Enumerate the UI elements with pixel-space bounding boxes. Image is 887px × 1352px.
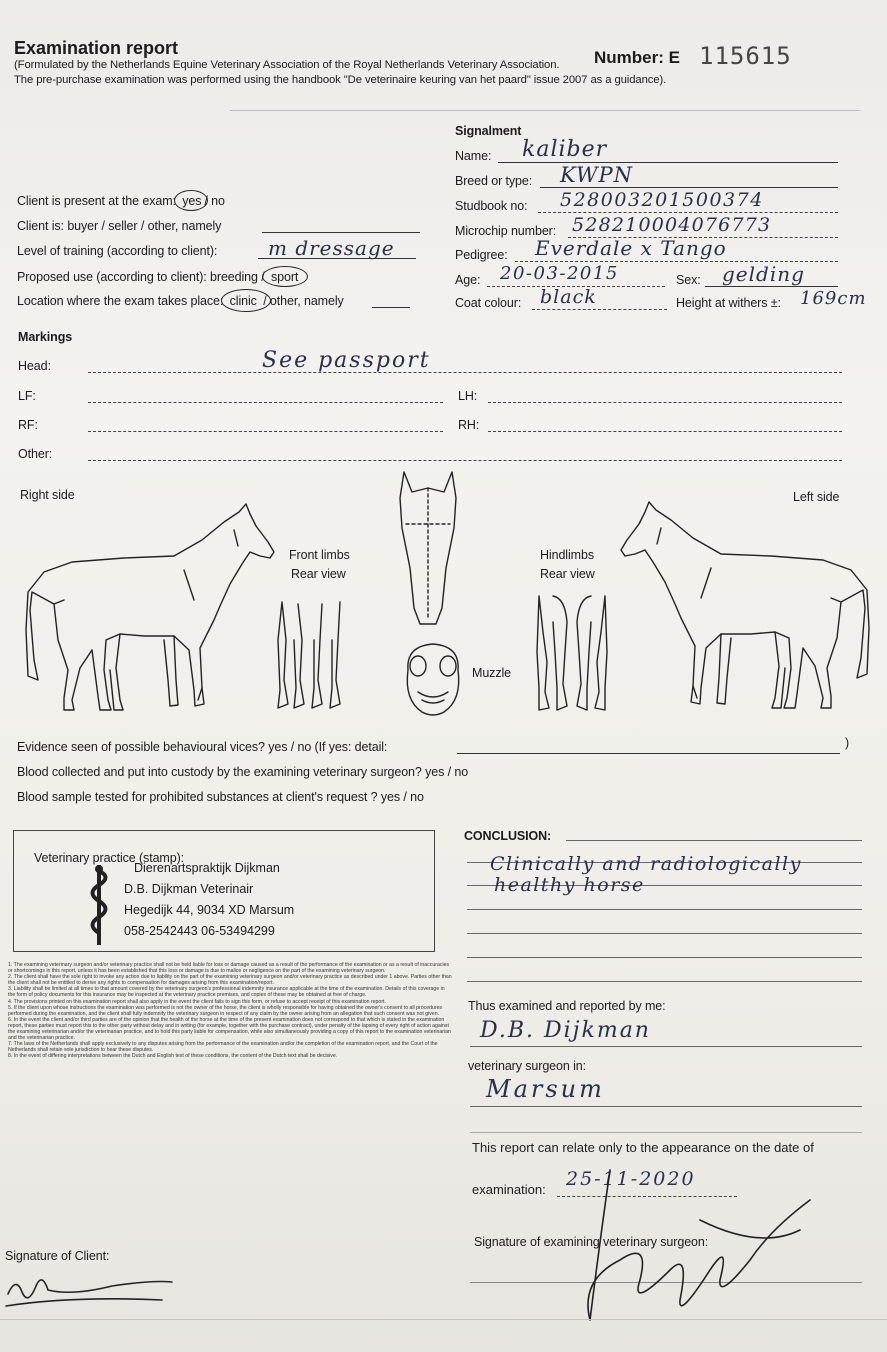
- report-subtitle-1: (Formulated by the Netherlands Equine Veterinary Association of the Royal Netherlands Veterinary Association.: [14, 59, 560, 71]
- stamp-practice-name: Dierenartspraktijk Dijkman: [134, 861, 280, 875]
- client-role-options[interactable]: buyer / seller / other, namely: [67, 219, 222, 233]
- vet-signature-drawing: [560, 1160, 820, 1330]
- lh-line: [488, 402, 842, 403]
- muzzle-label: Muzzle: [472, 666, 511, 680]
- conclusion-line-4: [467, 933, 862, 934]
- location-row: [17, 294, 344, 308]
- other-line: [88, 460, 842, 461]
- vices-detail-line: [457, 753, 840, 754]
- head-value[interactable]: See passport: [262, 348, 431, 373]
- rear-view-label-1: Rear view: [291, 567, 346, 581]
- terms-clause: 1. The examining veterinary surgeon and/or veterinary practice shall not be held liable for loss or damage caused as a result of the performance of the examination or as a result of inaccuracies or shortcomings in this report, unless it has been established that this loss or damage is due to malice or negligence on the part of the examining veterinary surgeon.: [8, 962, 450, 975]
- stamp-box: [13, 830, 435, 952]
- header-rule: [230, 110, 860, 111]
- rear-view-label-2: Rear view: [540, 567, 595, 581]
- location-clinic-text: clinic: [229, 294, 257, 308]
- studbook-line: [538, 212, 838, 213]
- location-rest: / other, namely: [263, 294, 344, 308]
- terms-clause: 7. The laws of the Netherlands shall apply exclusively to any disputes arising from the performance of the examination and/or the completion of the examination report, and the Court of the Netherlands shall retain sole jurisdiction to hear these disputes.: [8, 1041, 438, 1054]
- location-clinic[interactable]: [227, 294, 260, 308]
- surgeon-in-line: [470, 1106, 862, 1107]
- surgeon-in-value[interactable]: Marsum: [486, 1075, 605, 1103]
- vices-question: Evidence seen of possible behavioural vices? yes / no (If yes: detail:: [17, 740, 388, 754]
- date-value[interactable]: 25-11-2020: [566, 1168, 696, 1190]
- rf-line: [88, 431, 443, 432]
- conclusion-value-2[interactable]: healthy horse: [494, 874, 645, 896]
- bottom-edge: [0, 1319, 887, 1320]
- right-side-label: Right side: [20, 488, 75, 502]
- client-role-row: [17, 219, 221, 233]
- client-present-no[interactable]: no: [211, 194, 225, 208]
- horse-right-side-drawing: [24, 500, 279, 715]
- terms-clause: 3. Liability shall be limited at all times to that amount covered by the veterinary surgeon's professional indemnity insurance applicable at the time of the examination. Details of this coverage in the form of policy documents for this insurance may be inspected at the veterinary practice premises, and copies of these may be obtained at free of charge.: [8, 986, 445, 999]
- stamp-label: Veterinary practice (stamp):: [34, 851, 185, 865]
- conclusion-line-5: [467, 957, 862, 958]
- breed-label: Breed or type:: [455, 174, 533, 188]
- selection-circle: [262, 266, 308, 287]
- lf-line: [88, 402, 443, 403]
- client-present-text: Client is present at the exam:: [17, 194, 176, 208]
- terms-clause: 4. The provisions printed on this examination report shall also apply in the event the client fails to sign this form, or refuse to accept receipt of this examination report.: [8, 998, 386, 1005]
- age-label: Age:: [455, 273, 481, 287]
- markings-heading: Markings: [18, 330, 73, 344]
- client-role-label: Client is:: [17, 219, 64, 233]
- head-line: [88, 372, 842, 373]
- client-signature-drawing: [2, 1266, 182, 1316]
- colour-line: [532, 309, 667, 310]
- height-value[interactable]: 169cm: [800, 288, 867, 309]
- stamp-vet-name: D.B. Dijkman Veterinair: [124, 882, 254, 896]
- stamp-phone: 058-2542443 06-53494299: [124, 924, 275, 938]
- client-present-yes[interactable]: [179, 194, 204, 208]
- hind-limbs-drawing: [535, 592, 609, 714]
- terms-fine-print: [8, 962, 452, 1060]
- number-label: Number: E: [594, 48, 680, 67]
- client-present-yes-text: yes: [182, 194, 202, 208]
- relate-line-2: examination:: [472, 1182, 546, 1197]
- sex-value[interactable]: gelding: [722, 262, 805, 286]
- name-label: Name:: [455, 149, 492, 163]
- lh-label: LH:: [458, 389, 478, 403]
- left-side-label: Left side: [793, 490, 840, 504]
- age-value[interactable]: 20-03-2015: [500, 263, 619, 284]
- microchip-label: Microchip number:: [455, 224, 557, 238]
- breed-line: [540, 187, 838, 188]
- horse-muzzle-drawing: [402, 640, 464, 718]
- location-other-line: [372, 307, 410, 308]
- lf-label: LF:: [18, 389, 36, 403]
- selection-circle: [174, 190, 208, 211]
- colour-label: Coat colour:: [455, 296, 522, 310]
- client-other-line: [262, 232, 420, 233]
- hindlimbs-label: Hindlimbs: [540, 548, 594, 562]
- terms-clause: 2. The client shall have the sole right to invoke any action due to liability on the part of the examining veterinary surgeon and/or veterinary practice as described under 1 above. Parties other than the client shall not be entitled to derive any rights to compensation for damages arising from this examination/report.: [8, 974, 452, 987]
- location-label: Location where the exam takes place:: [17, 294, 224, 308]
- conclusion-value-1[interactable]: Clinically and radiologically: [490, 853, 802, 875]
- head-label: Head:: [18, 359, 51, 373]
- vices-close-paren: ): [845, 736, 850, 750]
- rf-label: RF:: [18, 418, 38, 432]
- proposed-use-label: Proposed use (according to client): breeding /: [17, 270, 265, 284]
- selection-circle: [221, 289, 271, 312]
- horse-head-front-drawing: [396, 468, 460, 628]
- name-line: [498, 162, 838, 163]
- pedigree-label: Pedigree:: [455, 248, 508, 262]
- client-present-label: Client is present at the exam: yes / no: [17, 194, 225, 208]
- colour-value[interactable]: black: [540, 286, 597, 308]
- training-value[interactable]: m dressage: [268, 236, 395, 260]
- pedigree-value[interactable]: Everdale x Tango: [535, 236, 727, 260]
- examined-label: Thus examined and reported by me:: [468, 999, 666, 1013]
- training-label: Level of training (according to client):: [17, 244, 218, 258]
- rh-label: RH:: [458, 418, 480, 432]
- blood-custody-question: Blood collected and put into custody by the examining veterinary surgeon? yes / no: [17, 765, 469, 779]
- surgeon-in-label: veterinary surgeon in:: [468, 1059, 587, 1073]
- other-label: Other:: [18, 447, 53, 461]
- examined-value[interactable]: D.B. Dijkman: [480, 1018, 651, 1043]
- studbook-label: Studbook no:: [455, 199, 528, 213]
- front-limbs-label: Front limbs: [289, 548, 350, 562]
- stamp-address: Hegedijk 44, 9034 XD Marsum: [124, 903, 295, 917]
- horse-left-side-drawing: [616, 498, 871, 713]
- report-title: Examination report: [14, 38, 179, 58]
- caduceus-icon: [82, 863, 116, 947]
- blood-tested-question: Blood sample tested for prohibited substances at client's request ? yes / no: [17, 790, 424, 804]
- height-label: Height at withers ±:: [676, 296, 781, 310]
- breed-value[interactable]: KWPN: [560, 163, 634, 187]
- vet-signature-label: Signature of examining veterinary surgeon:: [474, 1235, 709, 1249]
- report-number: 115615: [699, 42, 792, 70]
- signalment-heading: Signalment: [455, 124, 522, 138]
- conclusion-line-6: [467, 981, 862, 982]
- sex-line: [705, 286, 838, 287]
- rh-line: [488, 431, 842, 432]
- conclusion-label: CONCLUSION:: [464, 829, 552, 843]
- microchip-value[interactable]: 528210004076773: [572, 214, 772, 236]
- client-signature-label: Signature of Client:: [5, 1249, 110, 1263]
- conclusion-line-3: [467, 909, 862, 910]
- front-limbs-drawing: [276, 600, 346, 712]
- examined-line: [470, 1046, 862, 1047]
- proposed-use-sport[interactable]: [268, 270, 301, 284]
- proposed-use-sport-text: sport: [271, 270, 299, 284]
- report-subtitle-2: The pre-purchase examination was performed using the handbook "De veterinaire keuring van het paard" issue 2007 as a guidance).: [14, 74, 667, 86]
- sex-label: Sex:: [676, 273, 701, 287]
- studbook-value[interactable]: 528003201500374: [560, 189, 764, 211]
- terms-clause: 8. In the event of differing interpretations between the Dutch and English text of these conditions, the content of the Dutch text shall be decisive.: [8, 1053, 338, 1060]
- surgeon-extra-line: [470, 1132, 862, 1133]
- proposed-use-row: [17, 270, 301, 284]
- terms-clause: 5. If the client upon whose instructions the examination was performed is not the owner of the horse, the client is wholly responsible for having obtained the owner's consent to all procedures performed during the examination, and the client shall fully indemnify the veterinary surgeon in respect of any claim by the owner arising from an allegation that such consent was not given.: [8, 1004, 443, 1017]
- relate-line-1: This report can relate only to the appearance on the date of: [472, 1140, 814, 1155]
- terms-clause: 6. In the event the client and/or third parties are of the opinion that the health of the horse at the time of the present examination does not correspond to that which is stated in the examination report, these parties must report this to the other party without delay and in writing (for example, together with the purchase contract), under penalty of the lapsing of every right of action against the examining veterinarian and/or the veterinarian practice, and to hold this party liable for compensation, while also simultaneously providing a copy of this report to the examination veterinarian and the veterinarian practice.: [8, 1016, 451, 1042]
- name-value[interactable]: kaliber: [522, 137, 608, 162]
- conclusion-line-0: [566, 840, 862, 841]
